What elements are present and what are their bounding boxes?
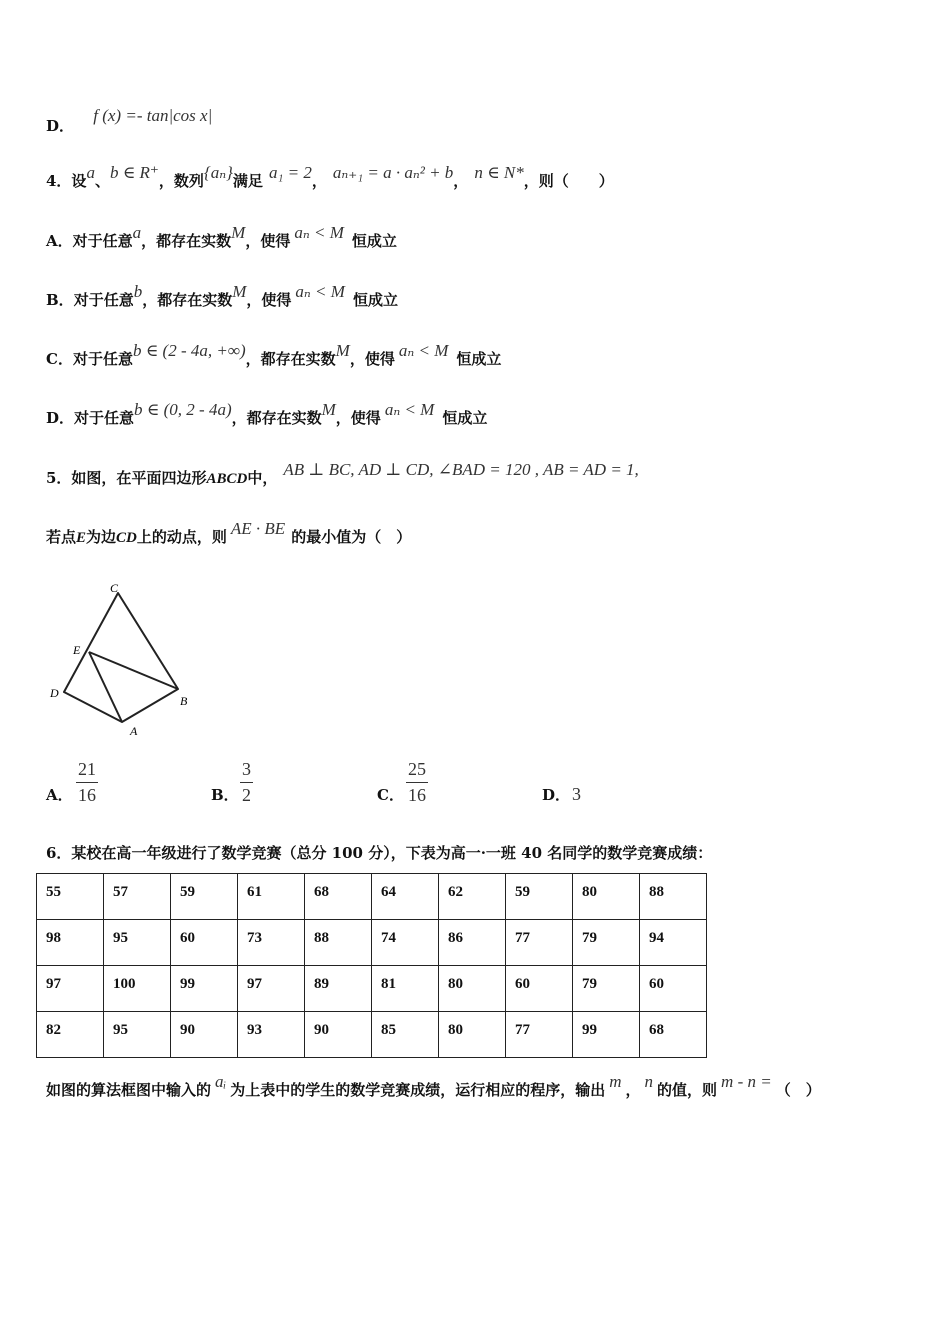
stem-text: 满足 — [232, 172, 263, 190]
stem-text: ，数列 — [158, 172, 204, 190]
math-dot-product: AE · BE — [230, 519, 286, 538]
q5-option-d-value: 3 — [572, 784, 581, 804]
math-recurrence: aₙ₊₁ = a · aₙ² + b — [332, 163, 454, 182]
q5-option-b-label: B． — [211, 786, 239, 804]
math-inequality: aₙ < M — [294, 223, 344, 242]
stem-text: （ ） — [775, 1081, 821, 1099]
table-row — [37, 966, 707, 1012]
stem-text: 为上表中的学生的数学竞赛成绩，运行相应的程序，输出 — [230, 1081, 606, 1099]
q5-stem — [46, 460, 639, 488]
option-label: D． — [46, 117, 75, 135]
stem-text: 上的动点，则 — [136, 528, 227, 546]
table-cell: 82 — [37, 1012, 104, 1058]
math-sequence: {aₙ} — [203, 163, 233, 182]
table-cell: 59 — [506, 874, 573, 920]
option-formula: f (x) =- tan|cos x| — [93, 106, 213, 125]
table-cell: 60 — [506, 966, 573, 1012]
table-cell: 85 — [372, 1012, 439, 1058]
table-cell: 68 — [640, 1012, 707, 1058]
option-label: A． — [46, 232, 73, 250]
table-cell: 97 — [37, 966, 104, 1012]
table-cell: 93 — [238, 1012, 305, 1058]
table-cell: 60 — [171, 920, 238, 966]
stem-text: 的值，则 — [657, 1081, 718, 1099]
separator: ， — [453, 172, 469, 190]
table-cell: 60 — [640, 966, 707, 1012]
label-d: D — [50, 686, 59, 700]
stem-text: 若点 — [46, 528, 77, 546]
q5-option-c-label: C． — [377, 786, 404, 804]
edge-name: CD — [116, 530, 137, 546]
q5-stem-line2 — [46, 519, 412, 547]
math-initial: a₁ = 2 — [268, 163, 312, 182]
math-b-set: b ∈ R⁺ — [109, 163, 159, 182]
q5-option-b-fraction — [240, 759, 253, 806]
table-cell: 73 — [238, 920, 305, 966]
stem-text: 为边 — [86, 528, 117, 546]
math-M: M — [232, 282, 247, 301]
table-cell: 89 — [305, 966, 372, 1012]
math-M: M — [321, 400, 336, 419]
q3-option-d — [46, 105, 213, 135]
math-condition: a — [132, 223, 142, 242]
option-text: ，都存在实数 — [141, 232, 232, 250]
question-number-text: 4．设 — [46, 172, 87, 190]
table-cell: 64 — [372, 874, 439, 920]
table-cell: 57 — [104, 874, 171, 920]
label-c: C — [110, 581, 119, 595]
q5-option-c-fraction — [406, 759, 428, 806]
option-text: 恒成立 — [352, 291, 398, 309]
stem-text: ，则（ ） — [523, 172, 614, 190]
table-cell: 68 — [305, 874, 372, 920]
table-cell: 90 — [171, 1012, 238, 1058]
option-label: D． — [46, 409, 75, 427]
option-text: ，都存在实数 — [142, 291, 233, 309]
table-cell: 74 — [372, 920, 439, 966]
table-cell: 90 — [305, 1012, 372, 1058]
q4-option-b — [46, 282, 398, 310]
table-cell: 88 — [305, 920, 372, 966]
math-condition: b ∈ (0, 2 - 4a) — [134, 400, 232, 419]
option-label: B． — [46, 291, 74, 309]
q4-option-d — [46, 400, 488, 428]
math-n-domain: n ∈ N* — [474, 163, 524, 182]
q6-question-line — [46, 1072, 821, 1100]
q5-option-a-label: A． — [46, 786, 73, 804]
separator: 、 — [94, 172, 110, 190]
q4-stem — [46, 163, 614, 191]
option-text: 对于任意 — [72, 232, 133, 250]
denominator: 16 — [408, 785, 426, 805]
numerator: 3 — [240, 759, 253, 783]
numerator: 25 — [406, 759, 428, 783]
q5-option-d-label: D． — [542, 786, 571, 804]
table-cell: 94 — [640, 920, 707, 966]
table-cell: 99 — [573, 1012, 640, 1058]
table-cell: 81 — [372, 966, 439, 1012]
table-cell: 77 — [506, 920, 573, 966]
table-cell: 80 — [573, 874, 640, 920]
option-text: ，都存在实数 — [245, 350, 336, 368]
table-cell: 95 — [104, 920, 171, 966]
q5-option-a-fraction — [76, 759, 98, 806]
option-text: ，使得 — [335, 409, 381, 427]
table-cell: 77 — [506, 1012, 573, 1058]
label-a: A — [130, 724, 138, 738]
option-label: C． — [46, 350, 73, 368]
q6-stem: 6．某校在高一年级进行了数学竞赛（总分 100 分），下表为高一·一班 40 名同学的数学竞赛成绩： — [46, 844, 713, 862]
stem-text: 如图的算法框图中输入的 — [46, 1081, 212, 1099]
option-text: 对于任意 — [72, 350, 133, 368]
table-cell: 59 — [171, 874, 238, 920]
option-text: ，使得 — [349, 350, 395, 368]
label-b: B — [180, 694, 188, 708]
question-number-text: 5．如图，在平面四边形 — [46, 469, 207, 487]
table-cell: 61 — [238, 874, 305, 920]
separator: ， — [311, 172, 327, 190]
quadrilateral-outline — [64, 593, 178, 722]
segment-ea — [89, 652, 122, 722]
table-cell: 97 — [238, 966, 305, 1012]
table-cell: 62 — [439, 874, 506, 920]
table-row — [37, 920, 707, 966]
table-cell: 95 — [104, 1012, 171, 1058]
table-cell: 80 — [439, 966, 506, 1012]
stem-text: 中， — [247, 469, 278, 487]
math-n: n — [644, 1072, 654, 1091]
math-condition: b ∈ (2 - 4a, +∞) — [132, 341, 246, 360]
table-row — [37, 874, 707, 920]
option-text: ，使得 — [245, 232, 291, 250]
math-conditions: AB ⊥ BC, AD ⊥ CD, ∠BAD = 120 , AB = AD = 1, — [283, 460, 639, 479]
option-text: 恒成立 — [456, 350, 502, 368]
table-cell: 88 — [640, 874, 707, 920]
math-inequality: aₙ < M — [398, 341, 449, 360]
table-cell: 98 — [37, 920, 104, 966]
option-text: 对于任意 — [74, 409, 135, 427]
math-ai: aᵢ — [215, 1072, 227, 1091]
segment-eb — [89, 652, 178, 689]
numerator: 21 — [76, 759, 98, 783]
math-m: m — [609, 1072, 622, 1091]
denominator: 2 — [242, 785, 251, 805]
separator: ， — [625, 1081, 641, 1099]
option-text: ，使得 — [246, 291, 292, 309]
table-cell: 86 — [439, 920, 506, 966]
math-M: M — [231, 223, 246, 242]
math-M: M — [335, 341, 350, 360]
math-a: a — [86, 163, 95, 182]
table-row — [37, 1012, 707, 1058]
option-text: 恒成立 — [442, 409, 488, 427]
table-cell: 100 — [104, 966, 171, 1012]
point-name: E — [76, 530, 87, 546]
scores-table — [36, 873, 707, 1058]
stem-text: 的最小值为（ ） — [291, 528, 412, 546]
math-inequality: aₙ < M — [384, 400, 435, 419]
quad-name: ABCD — [206, 471, 248, 487]
table-cell: 99 — [171, 966, 238, 1012]
option-text: 恒成立 — [351, 232, 397, 250]
label-e: E — [73, 643, 81, 657]
q4-option-a — [46, 223, 397, 251]
table-cell: 79 — [573, 966, 640, 1012]
math-expression: m - n = — [721, 1072, 772, 1091]
denominator: 16 — [78, 785, 96, 805]
math-inequality: aₙ < M — [295, 282, 345, 301]
option-text: 对于任意 — [73, 291, 134, 309]
table-cell: 80 — [439, 1012, 506, 1058]
table-cell: 55 — [37, 874, 104, 920]
table-cell: 79 — [573, 920, 640, 966]
math-condition: b — [133, 282, 143, 301]
quadrilateral-figure — [40, 580, 210, 745]
option-text: ，都存在实数 — [231, 409, 322, 427]
q4-option-c — [46, 341, 502, 369]
